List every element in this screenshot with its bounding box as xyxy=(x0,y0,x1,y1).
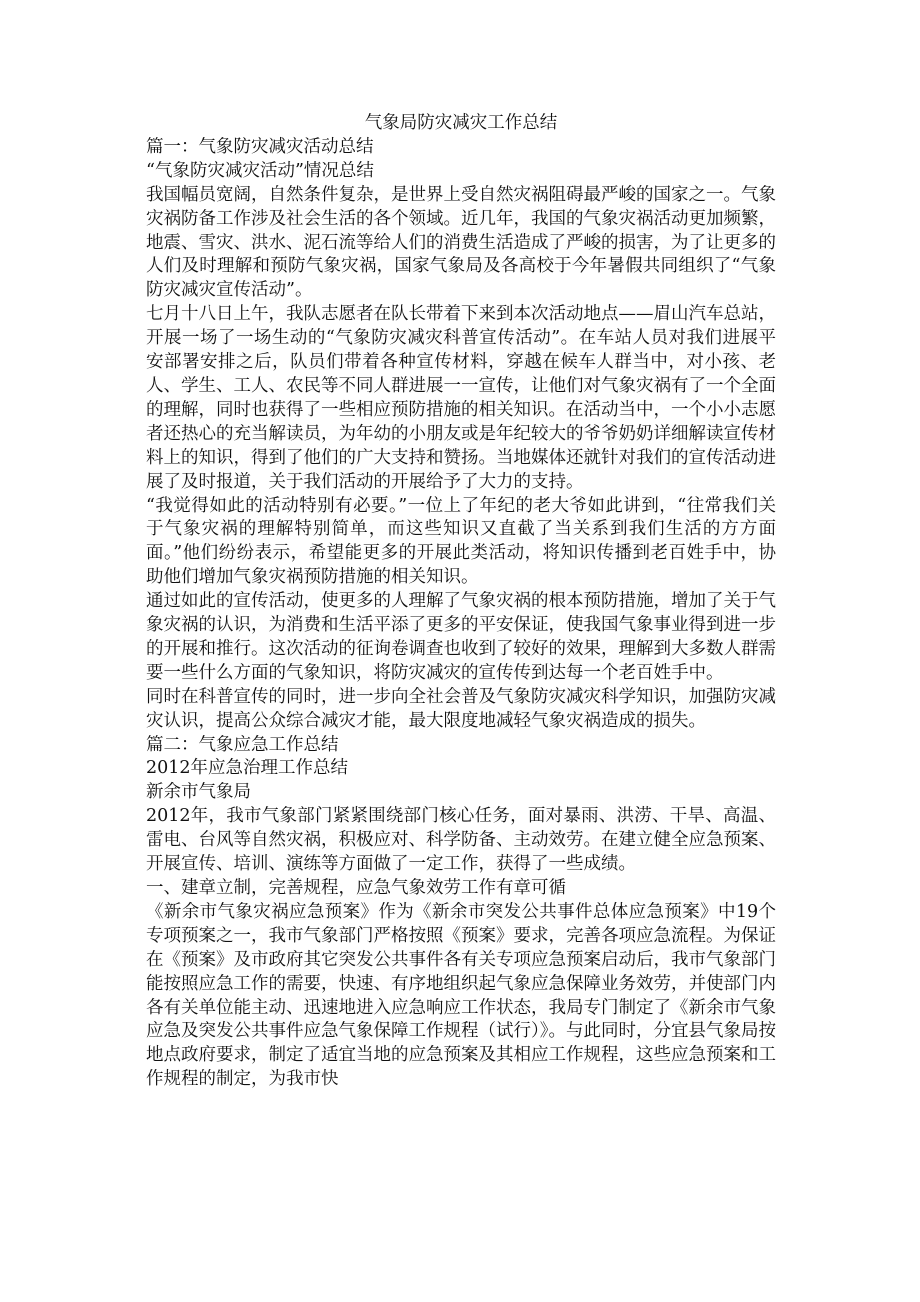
paragraph: 同时在科普宣传的同时，进一步向全社会普及气象防灾减灾科学知识，加强防灾减灾认识，提高公众综合减灾才能，最大限度地减轻气象灾祸造成的损失。 xyxy=(146,686,776,731)
organization-name: 新余市气象局 xyxy=(146,782,251,803)
paragraph: “我觉得如此的活动特别有必要。”一位上了年纪的老大爷如此讲到，“往常我们关于气象灾祸的理解特别简单，而这些知识又直截了当关系到我们生活的方方面面。”他们纷纷表示，希望能更多的开展此类活动，将知识传播到老百姓手中，协助他们增加气象灾祸预防措施的相关知识。 xyxy=(146,495,776,588)
paragraph: 七月十八日上午，我队志愿者在队长带着下来到本次活动地点——眉山汽车总站，开展一场了一场生动的“气象防灾减灾科普宣传活动”。在车站人员对我们进展平安部署安排之后，队员们带着各种宣传材料，穿越在候车人群当中，对小孩、老人、学生、工人、农民等不同人群进展一一宣传，让他们对气象灾祸有了一个全面的理解，同时也获得了一些相应预防措施的相关知识。在活动当中，一个小小志愿者还热心的充当解读员，为年幼的小朋友或是年纪较大的爷爷奶奶详细解读宣传材料上的知识，得到了他们的广大支持和赞扬。当地媒体还就针对我们的宣传活动进展了及时报道，关于我们活动的开展给予了大力的支持。 xyxy=(146,304,776,492)
subsection-heading: “气象防灾减灾活动”情况总结 xyxy=(146,160,374,181)
section-heading: 篇二：气象应急工作总结 xyxy=(146,734,339,755)
section-heading: 篇一：气象防灾减灾活动总结 xyxy=(146,136,374,157)
paragraph: 我国幅员宽阔，自然条件复杂，是世界上受自然灾祸阻碍最严峻的国家之一。气象灾祸防备工作涉及社会生活的各个领域。近几年，我国的气象灾祸活动更加频繁，地震、雪灾、洪水、泥石流等给人们的消费生活造成了严峻的损害，为了让更多的人们及时理解和预防气象灾祸，国家气象局及各高校于今年暑假共同组织了“气象防灾减灾宣传活动”。 xyxy=(146,184,776,301)
document-title: 气象局防灾减灾工作总结 xyxy=(364,113,558,133)
document-body xyxy=(146,112,776,1092)
paragraph: 2012年，我市气象部门紧紧围绕部门核心任务，面对暴雨、洪涝、干旱、高温、雷电、台风等自然灾祸，积极应对、科学防备、主动效劳。在建立健全应急预案、开展宣传、培训、演练等方面做了一定工作，获得了一些成绩。 xyxy=(146,806,776,875)
list-heading: 一、建章立制，完善规程，应急气象效劳工作有章可循 xyxy=(146,878,566,898)
paragraph: 《新余市气象灾祸应急预案》作为《新余市突发公共事件总体应急预案》中19个专项预案之一，我市气象部门严格按照《预案》要求，完善各项应急流程。为保证在《预案》及市政府其它突发公共事件各有关专项应急预案启动后，我市气象部门能按照应急工作的需要，快速、有序地组织起气象应急保障业务效劳，并使部门内各有关单位能主动、迅速地进入应急响应工作状态，我局专门制定了《新余市气象应急及突发公共事件应急气象保障工作规程（试行）》。与此同时，分宜县气象局按地点政府要求，制定了适宜当地的应急预案及其相应工作规程，这些应急预案和工作规程的制定，为我市快 xyxy=(146,901,776,1090)
subsection-heading: 2012年应急治理工作总结 xyxy=(146,758,349,779)
paragraph: 通过如此的宣传活动，使更多的人理解了气象灾祸的根本预防措施，增加了关于气象灾祸的认识，为消费和生活平添了更多的平安保证，使我国气象事业得到进一步的开展和推行。这次活动的征询卷调查也收到了较好的效果，理解到大多数人群需要一些什么方面的气象知识，将防灾减灾的宣传传到达每一个老百姓手中。 xyxy=(146,591,776,683)
